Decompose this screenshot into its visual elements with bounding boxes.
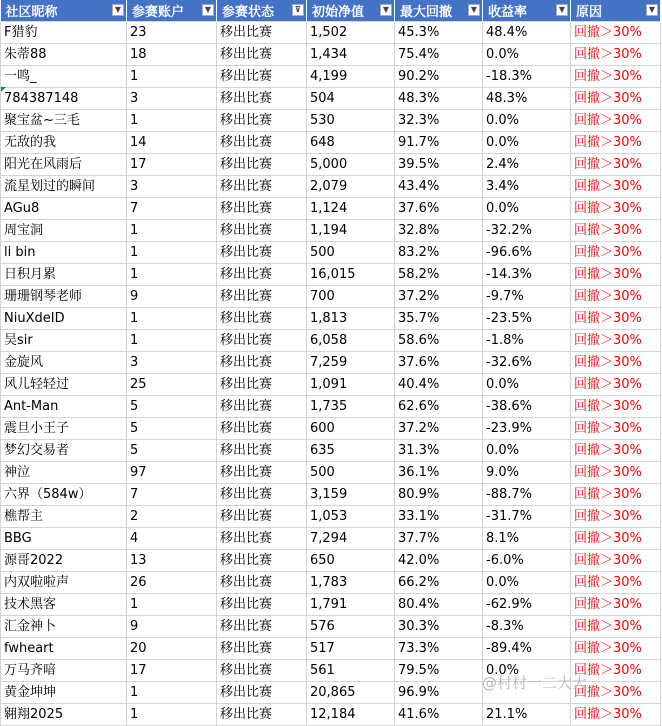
table-cell[interactable]: 翱翔2025 (1, 704, 127, 726)
table-cell[interactable]: 80.9% (395, 484, 483, 506)
table-row (1, 506, 661, 528)
column-header-label: 收益率 (488, 5, 528, 20)
table-cell[interactable]: 万马齐喑 (1, 660, 127, 682)
table-cell[interactable]: 回撤＞30% (571, 418, 661, 440)
table-cell[interactable]: 40.4% (395, 374, 483, 396)
table-cell[interactable]: 回撤＞30% (571, 572, 661, 594)
table-cell[interactable]: 35.7% (395, 308, 483, 330)
table-cell[interactable]: 14 (127, 132, 217, 154)
table-cell[interactable]: 9 (127, 286, 217, 308)
table-cell[interactable]: 30.3% (395, 616, 483, 638)
table-cell[interactable]: 600 (307, 418, 395, 440)
table-cell[interactable]: 移出比赛 (217, 286, 307, 308)
table-cell[interactable]: F猎豹 (1, 22, 127, 44)
table-cell[interactable]: 1 (127, 220, 217, 242)
table-cell[interactable]: 回撤＞30% (571, 506, 661, 528)
table-cell[interactable]: 樵帮主 (1, 506, 127, 528)
table-cell[interactable]: 2,079 (307, 176, 395, 198)
table-row (1, 220, 661, 242)
table-cell[interactable]: 561 (307, 660, 395, 682)
table-row (1, 418, 661, 440)
table-cell[interactable]: -14.3% (483, 264, 571, 286)
table-cell[interactable]: 6,058 (307, 330, 395, 352)
table-cell[interactable]: 梦幻交易者 (1, 440, 127, 462)
column-header[interactable] (1, 0, 127, 22)
table-cell[interactable]: 移出比赛 (217, 374, 307, 396)
table-cell[interactable]: -31.7% (483, 506, 571, 528)
table-cell[interactable]: 1,813 (307, 308, 395, 330)
cell-error-indicator (1, 87, 6, 92)
table-cell[interactable]: 648 (307, 132, 395, 154)
table-row (1, 242, 661, 264)
table-cell[interactable]: 650 (307, 550, 395, 572)
table-cell[interactable]: 移出比赛 (217, 616, 307, 638)
table-cell[interactable]: 48.3% (395, 88, 483, 110)
table-cell[interactable]: 25 (127, 374, 217, 396)
table-cell[interactable]: 流星划过的瞬间 (1, 176, 127, 198)
column-header[interactable] (217, 0, 307, 22)
table-cell[interactable]: 1 (127, 704, 217, 726)
table-cell[interactable]: 5 (127, 440, 217, 462)
table-cell[interactable]: 源哥2022 (1, 550, 127, 572)
table-cell[interactable]: 39.5% (395, 154, 483, 176)
table-row (1, 572, 661, 594)
table-cell[interactable]: -1.8% (483, 330, 571, 352)
table-cell[interactable]: 移出比赛 (217, 176, 307, 198)
table-cell[interactable]: 移出比赛 (217, 22, 307, 44)
table-cell[interactable]: 530 (307, 110, 395, 132)
table-cell[interactable]: 1 (127, 330, 217, 352)
table-cell[interactable]: 3 (127, 352, 217, 374)
column-header-label: 最大回撤 (400, 5, 453, 20)
table-row (1, 330, 661, 352)
table-cell[interactable]: 7,294 (307, 528, 395, 550)
table-cell[interactable]: 3,159 (307, 484, 395, 506)
table-cell[interactable]: 移出比赛 (217, 66, 307, 88)
table-row (1, 462, 661, 484)
table-cell[interactable]: 1,194 (307, 220, 395, 242)
table-cell[interactable]: 9.0% (483, 462, 571, 484)
table-cell[interactable]: 回撤＞30% (571, 44, 661, 66)
table-cell[interactable]: 回撤＞30% (571, 198, 661, 220)
table-cell[interactable] (483, 682, 571, 704)
table-cell[interactable]: 48.4% (483, 22, 571, 44)
table-cell[interactable]: 36.1% (395, 462, 483, 484)
table-cell[interactable]: 移出比赛 (217, 132, 307, 154)
table-cell[interactable]: 朱蒂88 (1, 44, 127, 66)
table-cell[interactable]: 0.0% (483, 660, 571, 682)
table-cell[interactable]: 0.0% (483, 374, 571, 396)
table-row (1, 528, 661, 550)
table-cell[interactable]: 聚宝盆~三毛 (1, 110, 127, 132)
table-cell[interactable]: 16,015 (307, 264, 395, 286)
table-cell[interactable]: 13 (127, 550, 217, 572)
table-cell[interactable]: 2.4% (483, 154, 571, 176)
table-cell[interactable]: 回撤＞30% (571, 176, 661, 198)
table-cell[interactable]: 1 (127, 308, 217, 330)
filter-dropdown-icon[interactable]: ▼ (646, 4, 658, 16)
table-cell[interactable]: 3.4% (483, 176, 571, 198)
table-row (1, 66, 661, 88)
table-cell[interactable]: 4,199 (307, 66, 395, 88)
table-cell[interactable]: 回撤＞30% (571, 638, 661, 660)
table-cell[interactable]: 回撤＞30% (571, 308, 661, 330)
column-header[interactable] (307, 0, 395, 22)
table-cell[interactable]: 1 (127, 264, 217, 286)
table-cell[interactable]: 一鸣_ (1, 66, 127, 88)
table-cell[interactable]: 回撤＞30% (571, 330, 661, 352)
table-cell[interactable]: 7 (127, 484, 217, 506)
table-cell[interactable]: -23.9% (483, 418, 571, 440)
table-cell[interactable]: 4 (127, 528, 217, 550)
table-cell[interactable]: 3 (127, 88, 217, 110)
table-cell[interactable]: 48.3% (483, 88, 571, 110)
table-row (1, 484, 661, 506)
table-cell[interactable]: 58.6% (395, 330, 483, 352)
table-cell[interactable]: 43.4% (395, 176, 483, 198)
table-cell[interactable]: -32.6% (483, 352, 571, 374)
table-row (1, 660, 661, 682)
table-cell[interactable]: 回撤＞30% (571, 616, 661, 638)
table-row (1, 44, 661, 66)
column-header-label: 参赛状态 (222, 5, 275, 20)
table-row (1, 110, 661, 132)
table-cell[interactable]: 金旋风 (1, 352, 127, 374)
table-cell[interactable]: fwheart (1, 638, 127, 660)
table-cell[interactable]: 62.6% (395, 396, 483, 418)
table-row (1, 264, 661, 286)
table-cell[interactable]: 0.0% (483, 132, 571, 154)
table-row (1, 286, 661, 308)
table-cell[interactable]: 576 (307, 616, 395, 638)
table-cell[interactable]: 移出比赛 (217, 594, 307, 616)
table-cell[interactable]: -9.7% (483, 286, 571, 308)
table-cell[interactable]: 移出比赛 (217, 154, 307, 176)
table-cell[interactable]: 移出比赛 (217, 352, 307, 374)
table-cell[interactable]: 移出比赛 (217, 528, 307, 550)
watermark: @村村一二大大 (482, 674, 588, 692)
table-cell[interactable]: 7,259 (307, 352, 395, 374)
table-row (1, 352, 661, 374)
table-cell[interactable]: 回撤＞30% (571, 550, 661, 572)
table-row (1, 550, 661, 572)
filter-dropdown-icon[interactable]: ▼ (112, 4, 124, 16)
column-header[interactable] (483, 0, 571, 22)
table-cell[interactable]: NiuXdeID (1, 308, 127, 330)
table-cell[interactable]: 12,184 (307, 704, 395, 726)
table-cell[interactable]: 1 (127, 242, 217, 264)
table-cell[interactable]: 18 (127, 44, 217, 66)
table-cell[interactable]: 1,502 (307, 22, 395, 44)
table-cell[interactable]: 回撤＞30% (571, 220, 661, 242)
table-cell[interactable]: 回撤＞30% (571, 374, 661, 396)
table-cell[interactable]: -32.2% (483, 220, 571, 242)
table-cell[interactable]: -62.9% (483, 594, 571, 616)
table-cell[interactable]: 移出比赛 (217, 110, 307, 132)
table-cell[interactable]: 回撤＞30% (571, 264, 661, 286)
table-cell[interactable]: 回撤＞30% (571, 22, 661, 44)
table-cell[interactable]: 32.3% (395, 110, 483, 132)
table-cell[interactable]: -88.7% (483, 484, 571, 506)
table-cell[interactable]: 神泣 (1, 462, 127, 484)
table-cell[interactable]: 5,000 (307, 154, 395, 176)
table-cell[interactable]: 回撤＞30% (571, 440, 661, 462)
table-cell[interactable]: 37.2% (395, 286, 483, 308)
header-row (1, 0, 661, 22)
table-cell[interactable]: -38.6% (483, 396, 571, 418)
table-cell[interactable]: 震旦小王子 (1, 418, 127, 440)
table-cell[interactable]: 17 (127, 660, 217, 682)
table-row (1, 616, 661, 638)
table-cell[interactable]: 移出比赛 (217, 242, 307, 264)
table-cell[interactable]: 回撤＞30% (571, 110, 661, 132)
table-cell[interactable]: 移出比赛 (217, 660, 307, 682)
filter-dropdown-icon[interactable]: ▼ (556, 4, 568, 16)
table-cell[interactable]: 1,434 (307, 44, 395, 66)
table-row (1, 396, 661, 418)
table-cell[interactable]: 日积月累 (1, 264, 127, 286)
table-cell[interactable]: 97 (127, 462, 217, 484)
table-cell[interactable]: -18.3% (483, 66, 571, 88)
table-cell[interactable]: 1,053 (307, 506, 395, 528)
table-cell[interactable]: 73.3% (395, 638, 483, 660)
table-cell[interactable]: 1 (127, 66, 217, 88)
table-cell[interactable]: 90.2% (395, 66, 483, 88)
table-cell[interactable]: 阳光在风雨后 (1, 154, 127, 176)
table-cell[interactable]: 37.6% (395, 198, 483, 220)
table-cell[interactable]: 41.6% (395, 704, 483, 726)
table-cell[interactable]: 17 (127, 154, 217, 176)
table-cell[interactable]: 517 (307, 638, 395, 660)
table-cell[interactable]: 83.2% (395, 242, 483, 264)
column-header[interactable] (127, 0, 217, 22)
table-cell[interactable]: 周宝洞 (1, 220, 127, 242)
filter-active-icon[interactable]: ⊽ (292, 4, 304, 16)
table-cell[interactable]: 1 (127, 594, 217, 616)
table-cell[interactable]: 75.4% (395, 44, 483, 66)
table-cell[interactable]: 移出比赛 (217, 308, 307, 330)
table-body (1, 22, 661, 726)
table-cell[interactable]: 移出比赛 (217, 550, 307, 572)
table-cell[interactable]: 回撤＞30% (571, 484, 661, 506)
filter-dropdown-icon[interactable]: ▼ (202, 4, 214, 16)
table-cell[interactable]: 8.1% (483, 528, 571, 550)
table-cell[interactable]: 移出比赛 (217, 682, 307, 704)
table-cell[interactable]: 0.0% (483, 440, 571, 462)
table-cell[interactable]: 1,791 (307, 594, 395, 616)
column-header[interactable] (395, 0, 483, 22)
filter-dropdown-icon[interactable]: ▼ (468, 4, 480, 16)
table-cell[interactable]: 移出比赛 (217, 220, 307, 242)
table-cell[interactable]: -8.3% (483, 616, 571, 638)
table-cell[interactable]: 0.0% (483, 572, 571, 594)
table-cell[interactable]: 500 (307, 242, 395, 264)
table-cell[interactable]: AGu8 (1, 198, 127, 220)
table-cell[interactable]: Ant-Man (1, 396, 127, 418)
column-header-label: 参赛账户 (132, 5, 185, 20)
table-cell[interactable]: -23.5% (483, 308, 571, 330)
table-cell[interactable]: 1,124 (307, 198, 395, 220)
table-cell[interactable]: 移出比赛 (217, 484, 307, 506)
table-cell[interactable]: -89.4% (483, 638, 571, 660)
table-cell[interactable]: 回撤＞30% (571, 462, 661, 484)
table-cell[interactable]: 1,783 (307, 572, 395, 594)
column-header-label: 社区昵称 (5, 5, 58, 20)
table-cell[interactable]: 回撤＞30% (571, 154, 661, 176)
table-cell[interactable]: 66.2% (395, 572, 483, 594)
table-cell[interactable]: 37.6% (395, 352, 483, 374)
table-row (1, 440, 661, 462)
table-cell[interactable]: 汇金神卜 (1, 616, 127, 638)
table-cell[interactable]: 80.4% (395, 594, 483, 616)
table-cell[interactable]: -96.6% (483, 242, 571, 264)
table-cell[interactable]: 回撤＞30% (571, 594, 661, 616)
table-cell[interactable]: 1 (127, 110, 217, 132)
table-cell[interactable]: 移出比赛 (217, 506, 307, 528)
table-cell[interactable]: 37.2% (395, 418, 483, 440)
table-cell[interactable]: 回撤＞30% (571, 528, 661, 550)
table-cell[interactable]: 回撤＞30% (571, 660, 661, 682)
table-row (1, 176, 661, 198)
table-cell[interactable]: 58.2% (395, 264, 483, 286)
table-cell[interactable]: 7 (127, 198, 217, 220)
table-cell[interactable]: 42.0% (395, 550, 483, 572)
table-cell[interactable]: 3 (127, 176, 217, 198)
table-row (1, 22, 661, 44)
table-cell[interactable]: 珊珊钢琴老师 (1, 286, 127, 308)
table-cell[interactable]: 20,865 (307, 682, 395, 704)
table-cell[interactable]: 回撤＞30% (571, 704, 661, 726)
table-cell[interactable]: 无敌的我 (1, 132, 127, 154)
table-cell[interactable]: 移出比赛 (217, 88, 307, 110)
table-cell[interactable]: 1,735 (307, 396, 395, 418)
table-cell[interactable]: 移出比赛 (217, 264, 307, 286)
table-cell[interactable]: 500 (307, 462, 395, 484)
table-cell[interactable]: 635 (307, 440, 395, 462)
table-cell[interactable]: 六界（584w） (1, 484, 127, 506)
table-row (1, 132, 661, 154)
table-cell[interactable]: -6.0% (483, 550, 571, 572)
table-cell[interactable]: 5 (127, 396, 217, 418)
table-row (1, 88, 661, 110)
table-cell[interactable]: 45.3% (395, 22, 483, 44)
column-header-label: 原因 (576, 5, 603, 20)
table-row (1, 198, 661, 220)
table-cell[interactable]: 23 (127, 22, 217, 44)
table-row (1, 704, 661, 726)
table-cell[interactable]: 回撤＞30% (571, 66, 661, 88)
table-cell[interactable]: 91.7% (395, 132, 483, 154)
table-cell[interactable]: 移出比赛 (217, 462, 307, 484)
table-cell[interactable]: 21.1% (483, 704, 571, 726)
column-header-label: 初始净值 (312, 5, 365, 20)
table-cell[interactable]: 1 (127, 682, 217, 704)
table-cell[interactable]: 33.1% (395, 506, 483, 528)
table-cell[interactable]: 回撤＞30% (571, 242, 661, 264)
table-cell[interactable]: 移出比赛 (217, 418, 307, 440)
table-cell[interactable]: 26 (127, 572, 217, 594)
table-cell[interactable]: li bin (1, 242, 127, 264)
table-cell[interactable]: 回撤＞30% (571, 286, 661, 308)
table-cell[interactable]: 32.8% (395, 220, 483, 242)
table-cell[interactable]: 吴sir (1, 330, 127, 352)
table-cell[interactable]: 5 (127, 418, 217, 440)
table-cell[interactable]: 96.9% (395, 682, 483, 704)
table-cell[interactable]: 回撤＞30% (571, 396, 661, 418)
table-row (1, 594, 661, 616)
table-cell[interactable]: 移出比赛 (217, 440, 307, 462)
column-header[interactable] (571, 0, 661, 22)
table-row (1, 638, 661, 660)
table-cell[interactable]: 移出比赛 (217, 572, 307, 594)
table-cell[interactable]: 700 (307, 286, 395, 308)
table-row (1, 682, 661, 704)
table-cell[interactable]: 移出比赛 (217, 396, 307, 418)
filter-dropdown-icon[interactable]: ▼ (380, 4, 392, 16)
table-cell[interactable]: 内双啦啦声 (1, 572, 127, 594)
table-cell[interactable]: 20 (127, 638, 217, 660)
table-cell[interactable]: 回撤＞30% (571, 682, 661, 704)
table-cell[interactable]: 移出比赛 (217, 198, 307, 220)
table-cell[interactable]: 0.0% (483, 198, 571, 220)
table-cell[interactable]: 移出比赛 (217, 638, 307, 660)
table-cell[interactable]: 回撤＞30% (571, 88, 661, 110)
table-cell[interactable]: 0.0% (483, 44, 571, 66)
table-cell[interactable]: 2 (127, 506, 217, 528)
table-cell[interactable]: 31.3% (395, 440, 483, 462)
table-cell[interactable]: 79.5% (395, 660, 483, 682)
table-cell[interactable]: 回撤＞30% (571, 352, 661, 374)
table-row (1, 374, 661, 396)
table-row (1, 308, 661, 330)
table-row (1, 154, 661, 176)
table-cell[interactable]: 回撤＞30% (571, 132, 661, 154)
table-cell[interactable]: 移出比赛 (217, 44, 307, 66)
table-cell[interactable]: 504 (307, 88, 395, 110)
table-cell[interactable]: 9 (127, 616, 217, 638)
table-cell[interactable]: 移出比赛 (217, 704, 307, 726)
table-cell[interactable]: 风儿轻轻过 (1, 374, 127, 396)
table-cell[interactable]: 0.0% (483, 110, 571, 132)
table-cell[interactable]: 784387148 (1, 88, 127, 110)
table-cell[interactable]: BBG (1, 528, 127, 550)
table-cell[interactable]: 37.7% (395, 528, 483, 550)
table-cell[interactable]: 黄金坤坤 (1, 682, 127, 704)
table-cell[interactable]: 技术黑客 (1, 594, 127, 616)
table-cell[interactable]: 移出比赛 (217, 330, 307, 352)
table-cell[interactable]: 1,091 (307, 374, 395, 396)
